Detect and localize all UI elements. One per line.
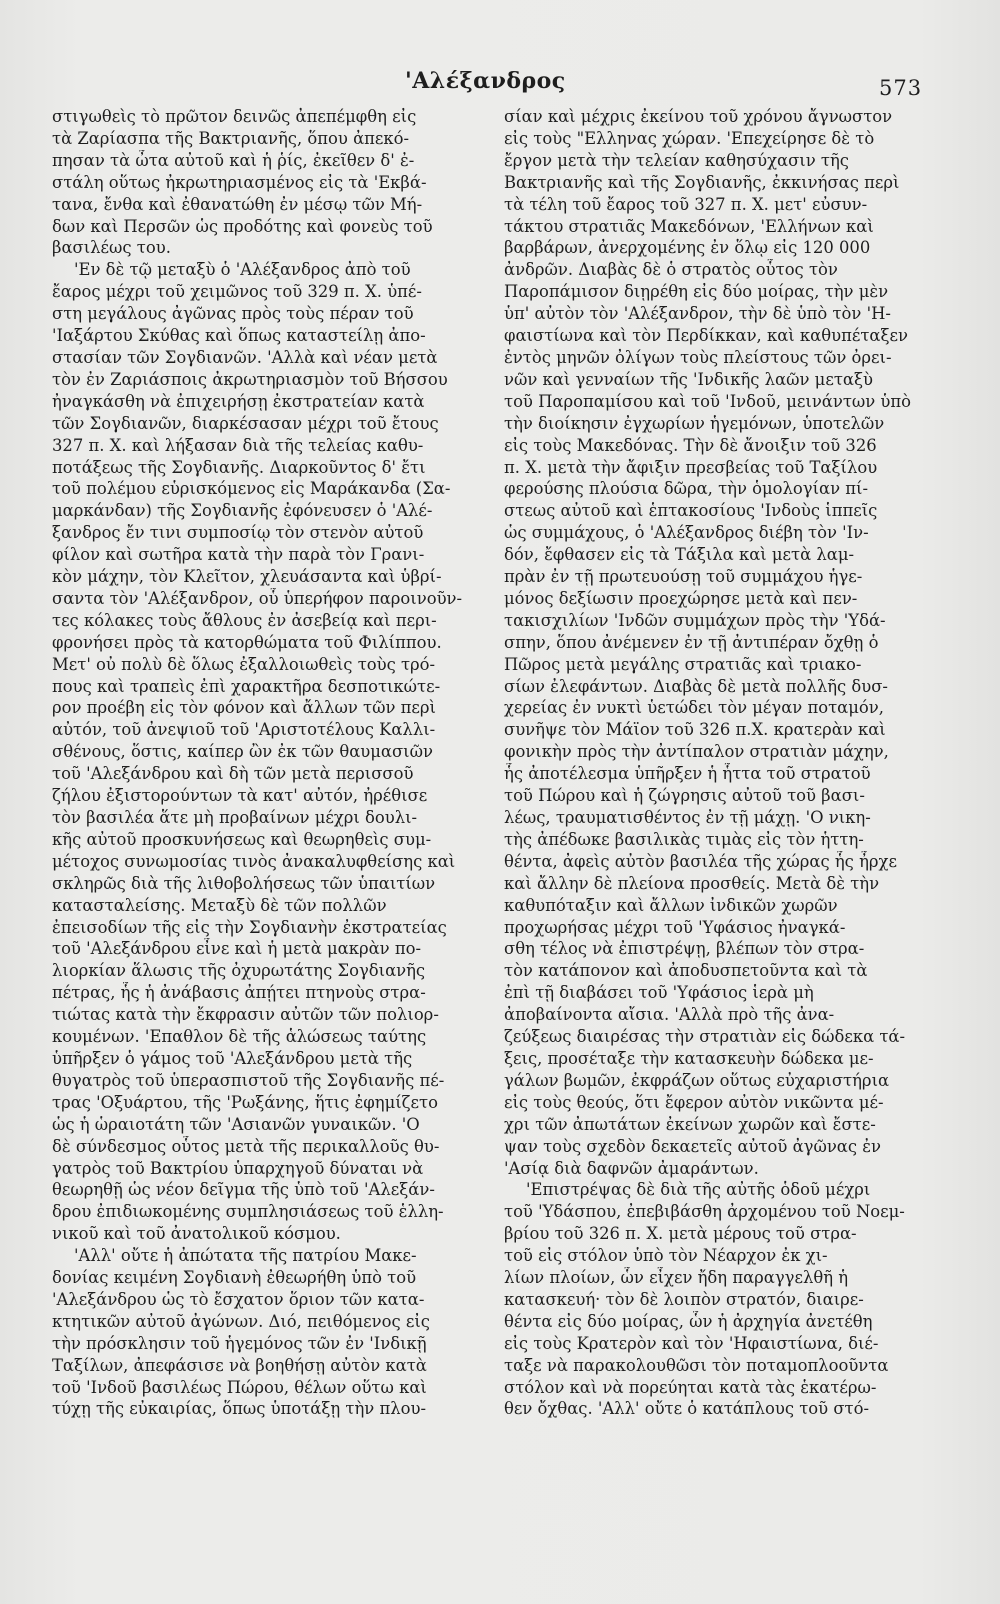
text-line: σθένους, ὅστις, καίπερ ὢν ἐκ τῶν θαυμασιῶν bbox=[52, 742, 433, 762]
text-line: κὸν μάχην, τὸν Κλεῖτον, χλευάσαντα καὶ ὑβρί- bbox=[52, 567, 442, 587]
text-line: στεως αὐτοῦ καὶ ἑπτακοσίους 'Ινδοὺς ἱππεῖς bbox=[504, 501, 878, 521]
text-line: 'Αλλ' οὔτε ἡ ἀπώτατα τῆς πατρίου Μακε- bbox=[74, 1246, 417, 1266]
text-line: τοῦ Παροπαμίσου καὶ τοῦ 'Ινδοῦ, μεινάντων ὑπὸ bbox=[504, 391, 912, 411]
text-line: στη μεγάλους ἀγῶνας πρὸς τοὺς πέραν τοῦ bbox=[52, 304, 414, 324]
text-line: τακισχιλίων 'Ινδῶν συμμάχων πρὸς τὴν 'Υδά- bbox=[504, 610, 886, 630]
text-line: Πῶρος μετὰ μεγάλης στρατιᾶς καὶ τριακο- bbox=[504, 654, 862, 674]
text-line: φίλον καὶ σωτῆρα κατὰ τὴν παρὰ τὸν Γρανι- bbox=[52, 545, 425, 565]
text-line: πέτρας, ἧς ἡ ἀνάβασις ἀπῄτει πτηνοὺς στρα- bbox=[52, 983, 426, 1003]
text-line: κατασταλείσης. Μεταξὺ δὲ τῶν πολλῶν bbox=[52, 895, 387, 915]
text-line: τιώτας κατὰ τὴν ἔκφρασιν αὐτῶν τῶν πολιορ- bbox=[52, 1005, 439, 1025]
text-line: 327 π. Χ. καὶ λήξασαν διὰ τῆς τελείας καθυ- bbox=[52, 435, 424, 455]
text-line: κῆς αὐτοῦ προσκυνήσεως καὶ θεωρηθεὶς συμ- bbox=[52, 829, 432, 849]
text-line: ἐντὸς μηνῶν ὀλίγων τοὺς πλείστους τῶν ὀρει- bbox=[504, 347, 892, 367]
text-line: νικοῦ καὶ τοῦ ἀνατολικοῦ κόσμου. bbox=[52, 1224, 341, 1244]
text-line: τανα, ἔνθα καὶ ἐθανατώθη ἐν μέσῳ τῶν Μή- bbox=[52, 194, 423, 214]
text-line: γατρὸς τοῦ Βακτρίου ὑπαρχηγοῦ δύναται νὰ bbox=[52, 1158, 424, 1178]
running-title: 'Αλέξανδρος bbox=[405, 68, 566, 94]
text-line: ψαν τοὺς σχεδὸν δεκαετεῖς αὐτοῦ ἀγῶνας ἐν bbox=[504, 1136, 882, 1156]
text-line: ρον προέβη εἰς τὸν φόνον καὶ ἄλλων τῶν περὶ bbox=[52, 698, 436, 718]
text-line: 'Ασίᾳ διὰ δαφνῶν ἀμαράντων. bbox=[504, 1158, 759, 1178]
text-line: 'Εν δὲ τῷ μεταξὺ ὁ 'Αλέξανδρος ἀπὸ τοῦ bbox=[74, 260, 411, 280]
text-line: κουμένων. 'Επαθλον δὲ τῆς ἁλώσεως ταύτης bbox=[52, 1027, 427, 1047]
text-line: ἔαρος μέχρι τοῦ χειμῶνος τοῦ 329 π. Χ. ὑπέ- bbox=[52, 282, 422, 302]
text-line: καθυπόταξιν καὶ ἄλλων ἰνδικῶν χωρῶν bbox=[504, 895, 838, 915]
text-line: 'Επιστρέψας δὲ διὰ τῆς αὐτῆς ὁδοῦ μέχρι bbox=[526, 1180, 871, 1200]
text-line: τρας 'Οξυάρτου, τῆς 'Ρωξάνης, ἥτις ἐφημίζετο bbox=[52, 1092, 438, 1112]
text-line: γάλων βωμῶν, ἐκφράζων οὕτως εὐχαριστήρια bbox=[504, 1070, 890, 1090]
text-line: ὑπῆρξεν ὁ γάμος τοῦ 'Αλεξάνδρου μετὰ τῆς bbox=[52, 1048, 413, 1068]
text-line: δρου ἐπιδιωκομένης συμπλησιάσεως τοῦ ἑλλη- bbox=[52, 1202, 444, 1222]
text-line: δονίας κειμένη Σογδιανὴ ἐθεωρήθη ὑπὸ τοῦ bbox=[52, 1268, 417, 1288]
text-line: βρίου τοῦ 326 π. Χ. μετὰ μέρους τοῦ στρα- bbox=[504, 1224, 857, 1244]
text-line: σκληρῶς διὰ τῆς λιθοβολήσεως τῶν ὑπαιτίων bbox=[52, 873, 436, 893]
text-line: τὸν βασιλέα ἅτε μὴ προβαίνων μέχρι δουλι- bbox=[52, 808, 418, 827]
text-line: ταξε νὰ παρακολουθῶσι τὸν ποταμοπλοοῦντα bbox=[504, 1355, 889, 1375]
text-line: φερούσης πλούσια δῶρα, τὴν ὁμολογίαν πί- bbox=[504, 479, 868, 499]
text-line: τὸν ἐν Ζαριάσποις ἀκρωτηριασμὸν τοῦ Βήσσου bbox=[52, 369, 448, 389]
text-line: ξεις, προσέταξε τὴν κατασκευὴν δώδεκα με- bbox=[504, 1048, 874, 1068]
left-text-column bbox=[52, 106, 484, 1420]
text-line: σίων ἐλεφάντων. Διαβὰς δὲ μετὰ πολλῆς δυσ- bbox=[504, 676, 888, 696]
text-line: τες κόλακες τοὺς ἄθλους ἐν ἀσεβείᾳ καὶ περι- bbox=[52, 610, 437, 630]
text-line: ἠναγκάσθη νὰ ἐπιχειρήσῃ ἐκστρατείαν κατὰ bbox=[52, 391, 425, 411]
text-line: φαιστίωνα καὶ τὸν Περδίκκαν, καὶ καθυπέταξεν bbox=[504, 326, 908, 346]
text-line: Μετ' οὐ πολὺ δὲ ὅλως ἐξαλλοιωθεὶς τοὺς τρό- bbox=[52, 654, 436, 674]
text-line: πησαν τὰ ὦτα αὐτοῦ καὶ ἡ ῥίς, ἐκεῖθεν δ' ἐ- bbox=[52, 150, 415, 170]
text-line: θέντα, ἀφεὶς αὐτὸν βασιλέα τῆς χώρας ἧς ἦρχε bbox=[504, 851, 897, 871]
text-line: στασίαν τῶν Σογδιανῶν. 'Αλλὰ καὶ νέαν μετὰ bbox=[52, 347, 438, 367]
text-line: τὰ τέλη τοῦ ἔαρος τοῦ 327 π. Χ. μετ' εὐσυν- bbox=[504, 194, 868, 214]
text-line: Βακτριανῆς καὶ τῆς Σογδιανῆς, ἐκκινήσας περὶ bbox=[504, 172, 900, 192]
text-line: τοῦ Πώρου καὶ ἡ ζώγρησις αὐτοῦ τοῦ βασι- bbox=[504, 786, 865, 806]
text-line: τὸν κατάπονον καὶ ἀποδυσπετοῦντα καὶ τὰ bbox=[504, 961, 868, 981]
text-line: τοῦ 'Αλεξάνδρου καὶ δὴ τῶν μετὰ περισσοῦ bbox=[52, 764, 414, 784]
text-line: πους καὶ τραπεὶς ἐπὶ χαρακτῆρα δεσποτικώτε- bbox=[52, 676, 441, 696]
text-line: εἰς τοὺς "Ελληνας χώραν. 'Επεχείρησε δὲ τὸ bbox=[504, 128, 875, 148]
text-line: ἧς ἀποτέλεσμα ὑπῆρξεν ἡ ἧττα τοῦ στρατοῦ bbox=[504, 764, 871, 784]
text-line: δὲ σύνδεσμος οὗτος μετὰ τῆς περικαλλοῦς θυ- bbox=[52, 1136, 440, 1156]
text-line: τοῦ 'Υδάσπου, ἐπεβιβάσθη ἀρχομένου τοῦ Νοεμ- bbox=[504, 1202, 905, 1222]
text-line: καὶ ἄλλην δὲ πλείονα προσθείς. Μετὰ δὲ τὴν bbox=[504, 873, 880, 893]
text-line: φονικὴν πρὸς τὴν ἀντίπαλον στρατιὰν μάχην, bbox=[504, 742, 889, 762]
text-line: ποτάξεως τῆς Σογδιανῆς. Διαρκοῦντος δ' ἔτι bbox=[52, 457, 426, 477]
text-line: τὰ Ζαρίασπα τῆς Βακτριανῆς, ὅπου ἀπεκό- bbox=[52, 128, 410, 148]
page-header bbox=[0, 68, 1000, 108]
text-line: σπην, ὅπου ἀνέμενεν ἐν τῇ ἀντιπέραν ὄχθῃ ὁ bbox=[504, 632, 879, 652]
text-line: πρὰν ἐν τῇ πρωτευούσῃ τοῦ συμμάχου ἡγε- bbox=[504, 567, 863, 587]
text-line: θεν ὄχθας. 'Αλλ' οὔτε ὁ κατάπλους τοῦ στό- bbox=[504, 1399, 869, 1419]
text-line: τὴν διοίκησιν ἐγχωρίων ἡγεμόνων, ὑποτελῶν bbox=[504, 413, 885, 433]
text-line: ἐπὶ τῇ διαβάσει τοῦ 'Υφάσιος ἱερὰ μὴ bbox=[504, 983, 814, 1003]
text-line: τοῦ εἰς στόλον ὑπὸ τὸν Νέαρχον ἐκ χι- bbox=[504, 1246, 828, 1266]
text-line: ἐπεισοδίων τῆς εἰς τὴν Σογδιανὴν ἐκστρατείας bbox=[52, 917, 447, 937]
text-line: τύχῃ τῆς εὐκαιρίας, ὅπως ὑποτάξῃ τὴν πλου- bbox=[52, 1399, 426, 1419]
text-line: προχωρήσας μέχρι τοῦ 'Υφάσιος ἠναγκά- bbox=[504, 917, 846, 937]
text-line: ζεύξεως διαιρέσας τὴν στρατιὰν εἰς δώδεκα τά- bbox=[504, 1027, 906, 1047]
text-line: τὴν πρόσκλησιν τοῦ ἡγεμόνος τῶν ἐν 'Ινδικῇ bbox=[52, 1333, 427, 1353]
page-number: 573 bbox=[879, 76, 923, 100]
text-line: σαντα τὸν 'Αλέξανδρον, οὗ ὑπερήφον παροινοῦν- bbox=[52, 588, 463, 608]
right-text-column bbox=[504, 106, 936, 1420]
text-line: θυγατρὸς τοῦ ὑπερασπιστοῦ τῆς Σογδιανῆς πέ- bbox=[52, 1070, 445, 1090]
text-line: λιορκίαν ἅλωσις τῆς ὀχυρωτάτης Σογδιανῆς bbox=[52, 961, 426, 981]
text-line: εἰς τοὺς Μακεδόνας. Τὴν δὲ ἄνοιξιν τοῦ 326 bbox=[504, 435, 877, 455]
text-line: δόν, ἔφθασεν εἰς τὰ Τάξιλα καὶ μετὰ λαμ- bbox=[504, 545, 855, 565]
text-line: χερείας ἐν νυκτὶ ὑετώδει τὸν μέγαν ποταμόν, bbox=[504, 698, 884, 718]
text-line: ἀποβαίνοντα αἴσια. 'Αλλὰ πρὸ τῆς ἀνα- bbox=[504, 1005, 835, 1025]
text-line: Ταξίλων, ἀπεφάσισε νὰ βοηθήσῃ αὐτὸν κατὰ bbox=[52, 1355, 427, 1375]
text-line: αὐτόν, τοῦ ἀνεψιοῦ τοῦ 'Αριστοτέλους Καλλι- bbox=[52, 720, 436, 740]
text-line: ἀνδρῶν. Διαβὰς δὲ ὁ στρατὸς οὗτος τὸν bbox=[504, 260, 838, 280]
text-line: στόλον καὶ νὰ πορεύηται κατὰ τὰς ἑκατέρω- bbox=[504, 1377, 877, 1397]
text-line: Παροπάμισον διῃρέθη εἰς δύο μοίρας, τὴν μὲν bbox=[504, 282, 889, 302]
text-line: τῶν Σογδιανῶν, διαρκέσασαν μέχρι τοῦ ἔτους bbox=[52, 413, 439, 433]
text-line: ὡς ἡ ὡραιοτάτη τῶν 'Ασιανῶν γυναικῶν. 'Ο bbox=[52, 1114, 420, 1134]
text-line: τοῦ πολέμου εὑρισκόμενος εἰς Μαράκανδα (Σα- bbox=[52, 479, 451, 499]
text-line: μαρκάνδαν) τῆς Σογδιανῆς ἐφόνευσεν ὁ 'Αλέ- bbox=[52, 501, 433, 521]
text-line: σίαν καὶ μέχρις ἐκείνου τοῦ χρόνου ἄγνωστον bbox=[504, 107, 893, 126]
text-line: θεωρηθῇ ὡς νέον δεῖγμα τῆς ὑπὸ τοῦ 'Αλεξάν- bbox=[52, 1180, 435, 1200]
text-line: κατασκευή· τὸν δὲ λοιπὸν στρατόν, διαιρε- bbox=[504, 1289, 864, 1309]
text-line: τάκτου στρατιᾶς Μακεδόνων, 'Ελλήνων καὶ bbox=[504, 216, 874, 236]
text-line: τοῦ 'Ινδοῦ βασιλέως Πώρου, θέλων οὕτω καὶ bbox=[52, 1377, 427, 1397]
text-line: τοῦ 'Αλεξάνδρου εἶνε καὶ ἡ μετὰ μακρὰν πο- bbox=[52, 939, 422, 959]
text-line: 'Ιαξάρτου Σκύθας καὶ ὅπως καταστείλῃ ἀπο- bbox=[52, 326, 426, 346]
text-line: ξανδρος ἔν τινι συμποσίῳ τὸν στενὸν αὐτοῦ bbox=[52, 523, 424, 543]
text-line: εἰς τοὺς θεούς, ὅτι ἔφερον αὐτὸν νικῶντα μέ- bbox=[504, 1092, 884, 1112]
text-line: χρι τῶν ἀπωτάτων ἐκείνων χωρῶν καὶ ἔστε- bbox=[504, 1114, 876, 1134]
text-line: βαρβάρων, ἀνερχομένης ἐν ὅλῳ εἰς 120 000 bbox=[504, 238, 871, 258]
text-line: λίων πλοίων, ὧν εἶχεν ἤδη παραγγελθῆ ἡ bbox=[504, 1268, 849, 1288]
text-line: κτητικῶν αὐτοῦ ἀγώνων. Διό, πειθόμενος εἰς bbox=[52, 1311, 430, 1331]
text-line: ὑπ' αὐτὸν τὸν 'Αλέξανδρον, τὴν δὲ ὑπὸ τὸν 'Η- bbox=[504, 304, 891, 324]
text-line: ὡς συμμάχους, ὁ 'Αλέξανδρος διέβη τὸν 'Ιν- bbox=[504, 523, 869, 543]
text-line: βασιλέως του. bbox=[52, 238, 171, 258]
text-line: νῶν καὶ γενναίων τῆς 'Ινδικῆς λαῶν μεταξὺ bbox=[504, 369, 873, 389]
text-line: θέντα εἰς δύο μοίρας, ὧν ἡ ἀρχηγία ἀνετέθη bbox=[504, 1311, 873, 1331]
text-line: λέως, τραυματισθέντος ἐν τῇ μάχῃ. 'Ο νικη- bbox=[504, 808, 871, 827]
text-line: σθη τέλος νὰ ἐπιστρέψῃ, βλέπων τὸν στρα- bbox=[504, 939, 865, 959]
text-line: στιγωθεὶς τὸ πρῶτον δεινῶς ἀπεπέμφθη εἰς bbox=[52, 107, 417, 126]
text-line: τὴς ἀπέδωκε βασιλικὰς τιμὰς εἰς τὸν ἡττη- bbox=[504, 829, 864, 849]
text-line: ζήλου ἐξιστορούντων τὰ κατ' αὐτόν, ἠρέθισε bbox=[52, 786, 428, 806]
text-line: π. Χ. μετὰ τὴν ἄφιξιν πρεσβείας τοῦ Ταξίλου bbox=[504, 457, 878, 477]
text-line: ἔργον μετὰ τὴν τελείαν καθησύχασιν τῆς bbox=[504, 150, 849, 170]
text-line: συνῆψε τὸν Μάϊον τοῦ 326 π.Χ. κρατερὰν καὶ bbox=[504, 720, 886, 740]
text-line: 'Αλεξάνδρου ὡς τὸ ἔσχατον ὅριον τῶν κατα- bbox=[52, 1289, 425, 1309]
text-line: μόνος δεξίωσιν προεχώρησε μετὰ καὶ πεν- bbox=[504, 588, 858, 608]
text-line: φρονήσει πρὸς τὰ κατορθώματα τοῦ Φιλίππου. bbox=[52, 632, 442, 652]
text-line: δων καὶ Περσῶν ὡς προδότης καὶ φονεὺς τοῦ bbox=[52, 216, 433, 236]
text-line: μέτοχος συνωμοσίας τινὸς ἀνακαλυφθείσης καὶ bbox=[52, 851, 456, 871]
text-line: εἰς τοὺς Κρατερὸν καὶ τὸν 'Ηφαιστίωνα, διέ- bbox=[504, 1333, 879, 1353]
text-line: στάλη οὕτως ἠκρωτηριασμένος εἰς τὰ 'Εκβά- bbox=[52, 172, 427, 192]
